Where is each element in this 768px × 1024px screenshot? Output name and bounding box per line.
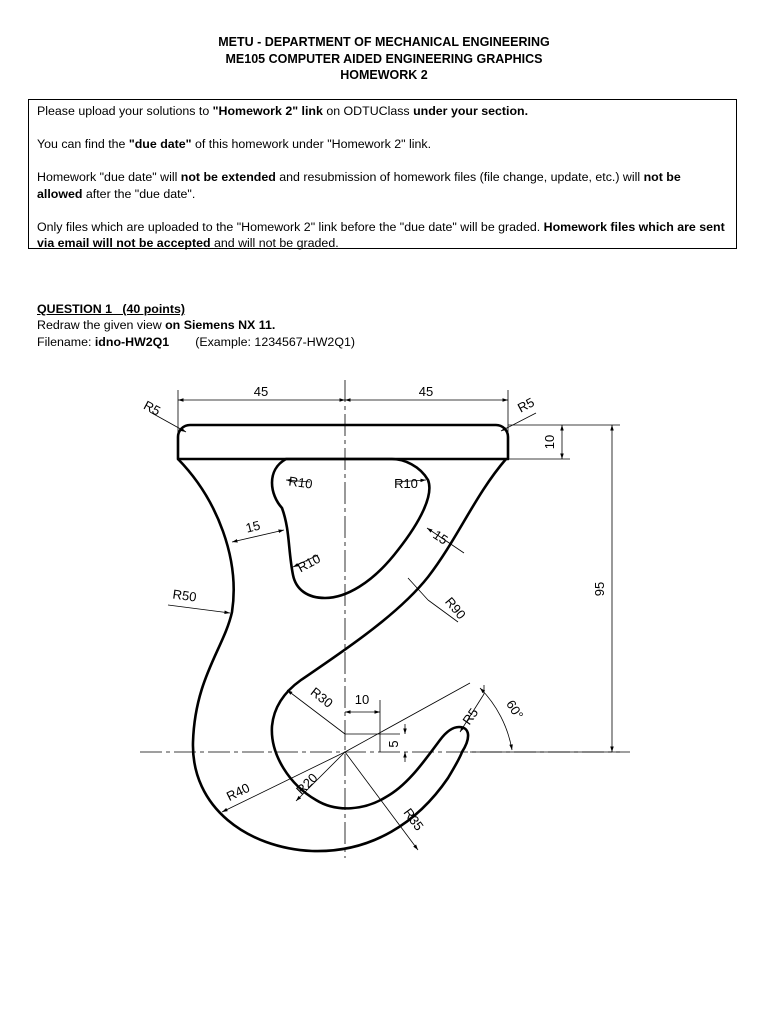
dim-95: 95 [592, 581, 607, 597]
label-r35: R35 [400, 805, 427, 834]
label-r5-top-left: R5 [141, 397, 163, 419]
label-r40: R40 [224, 779, 253, 804]
label-r10-b: R10 [394, 476, 418, 491]
label-r10-a: R10 [287, 473, 314, 492]
course-title: ME105 COMPUTER AIDED ENGINEERING GRAPHICS [225, 51, 543, 66]
label-r50: R50 [171, 586, 198, 605]
label-r20: R20 [293, 770, 321, 798]
question-instruction: Redraw the given view on Siemens NX 11. [37, 318, 276, 333]
question-title: QUESTION 1 (40 points) [37, 302, 186, 316]
label-60-degrees: 60° [503, 697, 527, 722]
homework-title: HOMEWORK 2 [340, 68, 428, 82]
instruction-upload: Please upload your solutions to "Homework 2" link on ODTUClass under your section. [37, 104, 529, 118]
label-r5-top-right: R5 [515, 394, 537, 416]
department-title: METU - DEPARTMENT OF MECHANICAL ENGINEERING [218, 35, 550, 49]
dim-5: 5 [386, 740, 401, 748]
top-bar [178, 425, 508, 459]
label-r10-c: R10 [294, 550, 323, 576]
dim-10-vertical: 10 [542, 434, 557, 450]
hook-outline [178, 425, 508, 851]
dim-15-right: 15 [430, 527, 451, 548]
question-filename: Filename: idno-HW2Q1 (Example: 1234567-HW2Q1) [37, 334, 355, 349]
label-r30: R30 [307, 684, 336, 711]
instruction-due-date: You can find the "due date" of this homework under "Homework 2" link. [37, 137, 432, 151]
dim-10-small: 10 [354, 692, 370, 707]
dimension-labels [141, 384, 607, 833]
dim-45-left: 45 [253, 384, 269, 399]
label-r90: R90 [442, 594, 469, 623]
instruction-grading: Only files which are uploaded to the "Homework 2" link before the "due date" will be graded. Homework files which are sent via email will not be accepted and will not be graded. [37, 219, 725, 250]
label-r5-tip: R5 [459, 705, 482, 728]
dim-45-right: 45 [418, 384, 434, 399]
dim-15-left: 15 [244, 517, 262, 536]
instruction-no-extension: Homework "due date" will not be extended and resubmission of homework files (file change, update, etc.) will not be allowed after the "due date". [37, 170, 681, 201]
